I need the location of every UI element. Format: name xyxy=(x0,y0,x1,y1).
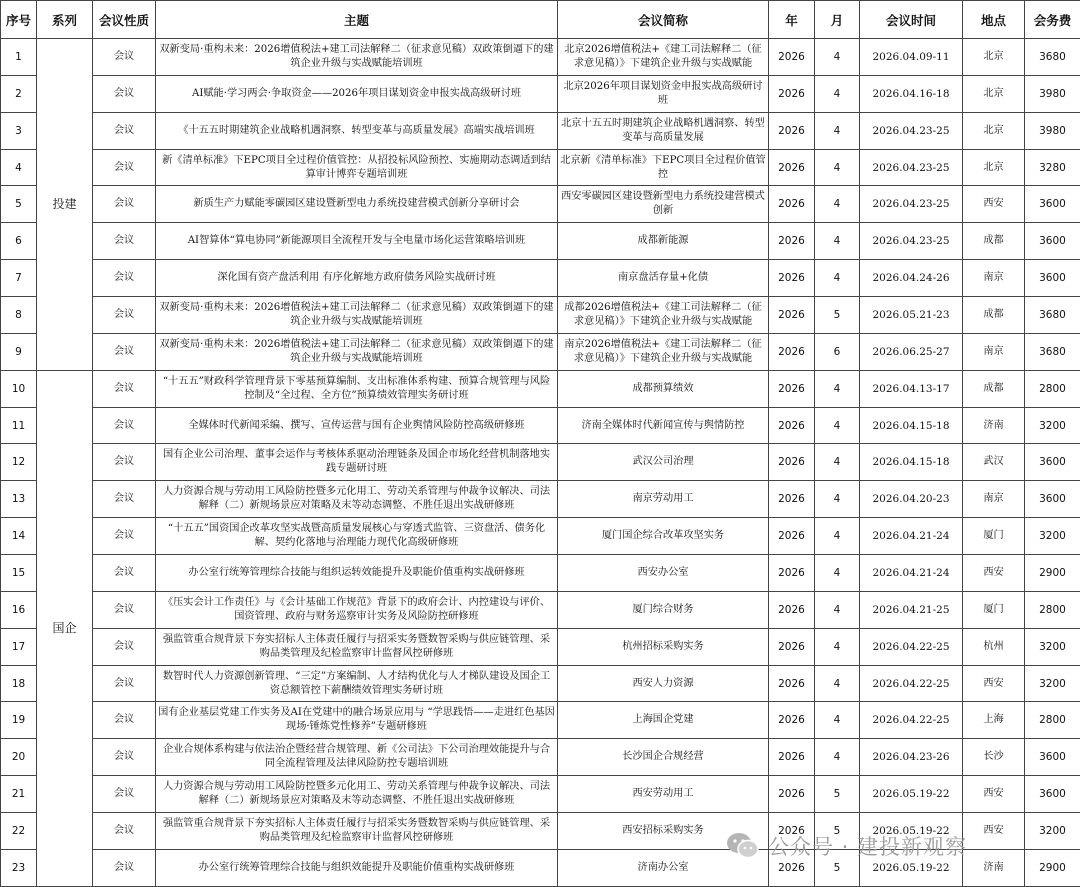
cell-date: 2026.05.19-22 xyxy=(860,813,963,850)
cell-type: 会议 xyxy=(93,628,156,665)
cell-topic: 全媒体时代新闻采编、撰写、宣传运营与国有企业舆情风险防控高级研修班 xyxy=(156,407,558,444)
cell-month: 4 xyxy=(815,370,860,407)
cell-type: 会议 xyxy=(93,297,156,334)
cell-year: 2026 xyxy=(769,39,815,76)
cell-year: 2026 xyxy=(769,591,815,628)
cell-date: 2026.04.20-23 xyxy=(860,481,963,518)
cell-place: 成都 xyxy=(963,297,1025,334)
cell-year: 2026 xyxy=(769,297,815,334)
cell-fee: 2800 xyxy=(1025,702,1080,739)
cell-short-name: 西安招标采购实务 xyxy=(558,813,769,850)
cell-year: 2026 xyxy=(769,407,815,444)
cell-date: 2026.04.24-26 xyxy=(860,260,963,297)
cell-month: 5 xyxy=(815,849,860,886)
table-row xyxy=(1,407,1080,444)
cell-date: 2026.04.21-24 xyxy=(860,555,963,592)
cell-topic: 数智时代人力资源创新管理、“三定”方案编制、人才结构优化与人才梯队建设及国企工资总额管控下薪酬绩效管理实务研讨班 xyxy=(156,665,558,702)
cell-month: 5 xyxy=(815,776,860,813)
cell-date: 2026.04.15-18 xyxy=(860,407,963,444)
cell-type: 会议 xyxy=(93,665,156,702)
wechat-icon xyxy=(726,831,760,861)
cell-topic: 新质生产力赋能零碳园区建设暨新型电力系统投建营模式创新分享研讨会 xyxy=(156,186,558,223)
cell-place: 长沙 xyxy=(963,739,1025,776)
cell-short-name: 厦门综合财务 xyxy=(558,591,769,628)
cell-year: 2026 xyxy=(769,518,815,555)
table-row xyxy=(1,518,1080,555)
cell-year: 2026 xyxy=(769,260,815,297)
cell-fee: 2900 xyxy=(1025,555,1080,592)
cell-date: 2026.04.22-25 xyxy=(860,665,963,702)
cell-place: 成都 xyxy=(963,370,1025,407)
cell-type: 会议 xyxy=(93,444,156,481)
cell-no: 9 xyxy=(1,333,37,370)
cell-no: 11 xyxy=(1,407,37,444)
cell-topic: AI智算体“算电协同”新能源项目全流程开发与全电量市场化运营策略培训班 xyxy=(156,223,558,260)
cell-date: 2026.04.22-25 xyxy=(860,702,963,739)
cell-fee: 2800 xyxy=(1025,370,1080,407)
cell-short-name: 武汉公司治理 xyxy=(558,444,769,481)
cell-no: 12 xyxy=(1,444,37,481)
cell-no: 4 xyxy=(1,149,37,186)
cell-fee: 3200 xyxy=(1025,407,1080,444)
cell-type: 会议 xyxy=(93,260,156,297)
cell-year: 2026 xyxy=(769,370,815,407)
cell-fee: 3600 xyxy=(1025,223,1080,260)
table-row xyxy=(1,370,1080,407)
cell-type: 会议 xyxy=(93,776,156,813)
cell-topic: 双新变局·重构未来：2026增值税法+建工司法解释二（征求意见稿）双政策倒逼下的建筑企业升级与实战赋能培训班 xyxy=(156,297,558,334)
cell-year: 2026 xyxy=(769,112,815,149)
header-year: 年 xyxy=(769,1,815,39)
cell-place: 南京 xyxy=(963,333,1025,370)
cell-type: 会议 xyxy=(93,112,156,149)
cell-year: 2026 xyxy=(769,481,815,518)
cell-fee: 3600 xyxy=(1025,776,1080,813)
table-row xyxy=(1,297,1080,334)
cell-short-name: 西安零碳园区建设暨新型电力系统投建营模式创新 xyxy=(558,186,769,223)
cell-fee: 3600 xyxy=(1025,260,1080,297)
cell-fee: 3680 xyxy=(1025,39,1080,76)
cell-place: 南京 xyxy=(963,260,1025,297)
cell-place: 北京 xyxy=(963,75,1025,112)
cell-fee: 3280 xyxy=(1025,149,1080,186)
cell-type: 会议 xyxy=(93,223,156,260)
table-row xyxy=(1,555,1080,592)
cell-month: 4 xyxy=(815,75,860,112)
cell-short-name: 成都2026增值税法+《建工司法解释二（征求意见稿）》下建筑企业升级与实战赋能 xyxy=(558,297,769,334)
cell-short-name: 南京2026增值税法+《建工司法解释二（征求意见稿）》下建筑企业升级与实战赋能 xyxy=(558,333,769,370)
cell-place: 杭州 xyxy=(963,628,1025,665)
cell-no: 16 xyxy=(1,591,37,628)
cell-date: 2026.05.21-23 xyxy=(860,297,963,334)
table-row xyxy=(1,260,1080,297)
cell-month: 4 xyxy=(815,481,860,518)
table-row xyxy=(1,481,1080,518)
cell-place: 济南 xyxy=(963,407,1025,444)
cell-year: 2026 xyxy=(769,702,815,739)
cell-date: 2026.04.23-25 xyxy=(860,186,963,223)
cell-topic: AI赋能·学习两会·争取资金——2026年项目谋划资金申报实战高级研讨班 xyxy=(156,75,558,112)
cell-place: 北京 xyxy=(963,149,1025,186)
cell-topic: 强监管重合规背景下夯实招标人主体责任履行与招采实务暨数智采购与供应链管理、采购品类管理及纪检监察审计监督风控研修班 xyxy=(156,813,558,850)
cell-date: 2026.04.23-25 xyxy=(860,149,963,186)
header-place: 地点 xyxy=(963,1,1025,39)
header-row xyxy=(1,1,1080,39)
cell-short-name: 西安人力资源 xyxy=(558,665,769,702)
cell-date: 2026.04.21-25 xyxy=(860,591,963,628)
cell-type: 会议 xyxy=(93,481,156,518)
cell-month: 4 xyxy=(815,739,860,776)
cell-type: 会议 xyxy=(93,591,156,628)
cell-fee: 3600 xyxy=(1025,186,1080,223)
cell-fee: 3600 xyxy=(1025,739,1080,776)
cell-year: 2026 xyxy=(769,776,815,813)
cell-date: 2026.04.21-24 xyxy=(860,518,963,555)
cell-no: 23 xyxy=(1,849,37,886)
table-row xyxy=(1,444,1080,481)
cell-month: 4 xyxy=(815,407,860,444)
cell-no: 21 xyxy=(1,776,37,813)
table-row xyxy=(1,702,1080,739)
cell-no: 8 xyxy=(1,297,37,334)
cell-no: 2 xyxy=(1,75,37,112)
cell-topic: 办公室行统筹管理综合技能与组织运转效能提升及职能价值重构实战研修班 xyxy=(156,555,558,592)
cell-month: 4 xyxy=(815,39,860,76)
cell-no: 6 xyxy=(1,223,37,260)
cell-place: 武汉 xyxy=(963,444,1025,481)
cell-place: 西安 xyxy=(963,665,1025,702)
header-series: 系列 xyxy=(37,1,93,39)
header-topic: 主题 xyxy=(156,1,558,39)
cell-year: 2026 xyxy=(769,849,815,886)
cell-year: 2026 xyxy=(769,223,815,260)
cell-fee: 3600 xyxy=(1025,481,1080,518)
cell-type: 会议 xyxy=(93,333,156,370)
cell-fee: 2800 xyxy=(1025,591,1080,628)
cell-no: 18 xyxy=(1,665,37,702)
header-no: 序号 xyxy=(1,1,37,39)
cell-place: 西安 xyxy=(963,813,1025,850)
cell-fee: 3200 xyxy=(1025,665,1080,702)
cell-series: 国企 xyxy=(37,370,93,886)
cell-year: 2026 xyxy=(769,186,815,223)
cell-short-name: 成都预算绩效 xyxy=(558,370,769,407)
cell-date: 2026.05.19-22 xyxy=(860,849,963,886)
cell-short-name: 西安办公室 xyxy=(558,555,769,592)
table-row xyxy=(1,776,1080,813)
cell-date: 2026.04.22-25 xyxy=(860,628,963,665)
cell-topic: “十五五”财政科学管理背景下零基预算编制、支出标准体系构建、预算合规管理与风险控制及“全过程、全方位”预算绩效管理实务研讨班 xyxy=(156,370,558,407)
cell-fee: 3600 xyxy=(1025,444,1080,481)
cell-date: 2026.04.23-25 xyxy=(860,223,963,260)
watermark xyxy=(726,827,967,865)
cell-year: 2026 xyxy=(769,628,815,665)
cell-type: 会议 xyxy=(93,39,156,76)
cell-month: 5 xyxy=(815,813,860,850)
cell-fee: 3200 xyxy=(1025,518,1080,555)
header-short-name: 会议简称 xyxy=(558,1,769,39)
cell-short-name: 济南全媒体时代新闻宣传与舆情防控 xyxy=(558,407,769,444)
cell-short-name: 成都新能源 xyxy=(558,223,769,260)
cell-no: 3 xyxy=(1,112,37,149)
cell-year: 2026 xyxy=(769,665,815,702)
cell-place: 北京 xyxy=(963,39,1025,76)
cell-no: 7 xyxy=(1,260,37,297)
cell-no: 17 xyxy=(1,628,37,665)
cell-no: 20 xyxy=(1,739,37,776)
header-fee: 会务费 xyxy=(1025,1,1080,39)
cell-type: 会议 xyxy=(93,186,156,223)
cell-short-name: 西安劳动用工 xyxy=(558,776,769,813)
cell-type: 会议 xyxy=(93,702,156,739)
cell-short-name: 北京2026年项目谋划资金申报实战高级研讨班 xyxy=(558,75,769,112)
cell-place: 北京 xyxy=(963,112,1025,149)
cell-month: 4 xyxy=(815,149,860,186)
cell-topic: 新《清单标准》下EPC项目全过程价值管控：从招投标风险预控、实施期动态调适到结算审计博弈专题培训班 xyxy=(156,149,558,186)
cell-place: 上海 xyxy=(963,702,1025,739)
cell-year: 2026 xyxy=(769,444,815,481)
cell-date: 2026.04.16-18 xyxy=(860,75,963,112)
table-row xyxy=(1,665,1080,702)
cell-year: 2026 xyxy=(769,555,815,592)
cell-month: 5 xyxy=(815,297,860,334)
cell-place: 西安 xyxy=(963,186,1025,223)
cell-topic: “十五五”国资国企改革攻坚实战暨高质量发展核心与穿透式监管、三资盘活、债务化解、契约化落地与治理能力现代化高级研修班 xyxy=(156,518,558,555)
cell-short-name: 杭州招标采购实务 xyxy=(558,628,769,665)
cell-date: 2026.05.19-22 xyxy=(860,776,963,813)
cell-month: 4 xyxy=(815,260,860,297)
cell-date: 2026.06.25-27 xyxy=(860,333,963,370)
cell-date: 2026.04.23-26 xyxy=(860,739,963,776)
cell-topic: 双新变局·重构未来：2026增值税法+建工司法解释二（征求意见稿）双政策倒逼下的建筑企业升级与实战赋能培训班 xyxy=(156,333,558,370)
cell-month: 4 xyxy=(815,702,860,739)
cell-topic: 人力资源合规与劳动用工风险防控暨多元化用工、劳动关系管理与仲裁争议解决、司法解释（二）新规场景应对策略及末等动态调整、不胜任退出实战研修班 xyxy=(156,481,558,518)
cell-short-name: 长沙国企合规经营 xyxy=(558,739,769,776)
cell-topic: 深化国有资产盘活利用 有序化解地方政府债务风险实战研讨班 xyxy=(156,260,558,297)
cell-place: 厦门 xyxy=(963,591,1025,628)
cell-type: 会议 xyxy=(93,813,156,850)
table-row xyxy=(1,223,1080,260)
cell-month: 4 xyxy=(815,444,860,481)
cell-year: 2026 xyxy=(769,739,815,776)
table-row xyxy=(1,628,1080,665)
watermark-text: 公众号 · 建投新观察 xyxy=(768,835,968,859)
table-row xyxy=(1,112,1080,149)
cell-type: 会议 xyxy=(93,75,156,112)
cell-date: 2026.04.13-17 xyxy=(860,370,963,407)
cell-no: 5 xyxy=(1,186,37,223)
cell-topic: 国有企业基层党建工作实务及AI在党建中的融合场景应用与 “学思践悟——走进红色基因现场·锤炼党性修养”专题研修班 xyxy=(156,702,558,739)
cell-short-name: 南京劳动用工 xyxy=(558,481,769,518)
cell-short-name: 北京2026增值税法+《建工司法解释二（征求意见稿）》下建筑企业升级与实战赋能 xyxy=(558,39,769,76)
cell-year: 2026 xyxy=(769,813,815,850)
cell-place: 成都 xyxy=(963,223,1025,260)
header-date: 会议时间 xyxy=(860,1,963,39)
cell-month: 6 xyxy=(815,333,860,370)
cell-date: 2026.04.09-11 xyxy=(860,39,963,76)
cell-month: 4 xyxy=(815,223,860,260)
cell-date: 2026.04.23-25 xyxy=(860,112,963,149)
cell-type: 会议 xyxy=(93,407,156,444)
cell-topic: 双新变局·重构未来：2026增值税法+建工司法解释二（征求意见稿）双政策倒逼下的建筑企业升级与实战赋能培训班 xyxy=(156,39,558,76)
cell-short-name: 北京新《清单标准》下EPC项目全过程价值管控 xyxy=(558,149,769,186)
cell-fee: 2900 xyxy=(1025,849,1080,886)
cell-month: 4 xyxy=(815,665,860,702)
cell-topic: 国有企业公司治理、董事会运作与考核体系驱动治理链条及国企市场化经营机制落地实践专题研讨班 xyxy=(156,444,558,481)
cell-short-name: 南京盘活存量+化债 xyxy=(558,260,769,297)
cell-month: 4 xyxy=(815,628,860,665)
cell-type: 会议 xyxy=(93,370,156,407)
cell-no: 15 xyxy=(1,555,37,592)
header-type: 会议性质 xyxy=(93,1,156,39)
cell-year: 2026 xyxy=(769,333,815,370)
cell-month: 4 xyxy=(815,186,860,223)
table-row xyxy=(1,149,1080,186)
header-month: 月 xyxy=(815,1,860,39)
cell-short-name: 上海国企党建 xyxy=(558,702,769,739)
cell-type: 会议 xyxy=(93,518,156,555)
cell-place: 西安 xyxy=(963,555,1025,592)
cell-place: 厦门 xyxy=(963,518,1025,555)
cell-no: 19 xyxy=(1,702,37,739)
cell-fee: 3980 xyxy=(1025,112,1080,149)
cell-topic: 企业合规体系构建与依法治企暨经营合规管理、新《公司法》下公司治理效能提升与合同全流程管理及法律风险防控专题培训班 xyxy=(156,739,558,776)
cell-year: 2026 xyxy=(769,149,815,186)
cell-fee: 3680 xyxy=(1025,297,1080,334)
cell-topic: 办公室行统筹管理综合技能与组织效能提升及职能价值重构实战研修班 xyxy=(156,849,558,886)
cell-fee: 3680 xyxy=(1025,333,1080,370)
cell-series: 投建 xyxy=(37,39,93,371)
cell-type: 会议 xyxy=(93,555,156,592)
cell-month: 4 xyxy=(815,591,860,628)
cell-no: 22 xyxy=(1,813,37,850)
cell-short-name: 济南办公室 xyxy=(558,849,769,886)
cell-year: 2026 xyxy=(769,75,815,112)
table-row xyxy=(1,739,1080,776)
cell-topic: 人力资源合规与劳动用工风险防控暨多元化用工、劳动关系管理与仲裁争议解决、司法解释（二）新规场景应对策略及末等动态调整、不胜任退出实战研修班 xyxy=(156,776,558,813)
table-row xyxy=(1,75,1080,112)
table-row xyxy=(1,186,1080,223)
cell-short-name: 厦门国企综合改革攻坚实务 xyxy=(558,518,769,555)
cell-topic: 《十五五时期建筑企业战略机遇洞察、转型变革与高质量发展》高端实战培训班 xyxy=(156,112,558,149)
cell-no: 10 xyxy=(1,370,37,407)
cell-month: 4 xyxy=(815,555,860,592)
cell-no: 14 xyxy=(1,518,37,555)
cell-short-name: 北京十五五时期建筑企业战略机遇洞察、转型变革与高质量发展 xyxy=(558,112,769,149)
cell-no: 13 xyxy=(1,481,37,518)
cell-month: 4 xyxy=(815,518,860,555)
cell-place: 南京 xyxy=(963,481,1025,518)
cell-place: 济南 xyxy=(963,849,1025,886)
cell-type: 会议 xyxy=(93,149,156,186)
cell-type: 会议 xyxy=(93,739,156,776)
table-row xyxy=(1,39,1080,76)
table-row xyxy=(1,591,1080,628)
cell-place: 西安 xyxy=(963,776,1025,813)
cell-month: 4 xyxy=(815,112,860,149)
cell-type: 会议 xyxy=(93,849,156,886)
cell-fee: 3200 xyxy=(1025,628,1080,665)
cell-no: 1 xyxy=(1,39,37,76)
cell-fee: 3980 xyxy=(1025,75,1080,112)
cell-topic: 《压实会计工作责任》与《会计基础工作规范》背景下的政府会计、内控建设与评价、国资管理、政府与财务巡察审计实务及风险防控研修班 xyxy=(156,591,558,628)
cell-fee: 3200 xyxy=(1025,813,1080,850)
cell-topic: 强监管重合规背景下夯实招标人主体责任履行与招采实务暨数智采购与供应链管理、采购品类管理及纪检监察审计监督风控研修班 xyxy=(156,628,558,665)
cell-date: 2026.04.15-18 xyxy=(860,444,963,481)
table-row xyxy=(1,333,1080,370)
